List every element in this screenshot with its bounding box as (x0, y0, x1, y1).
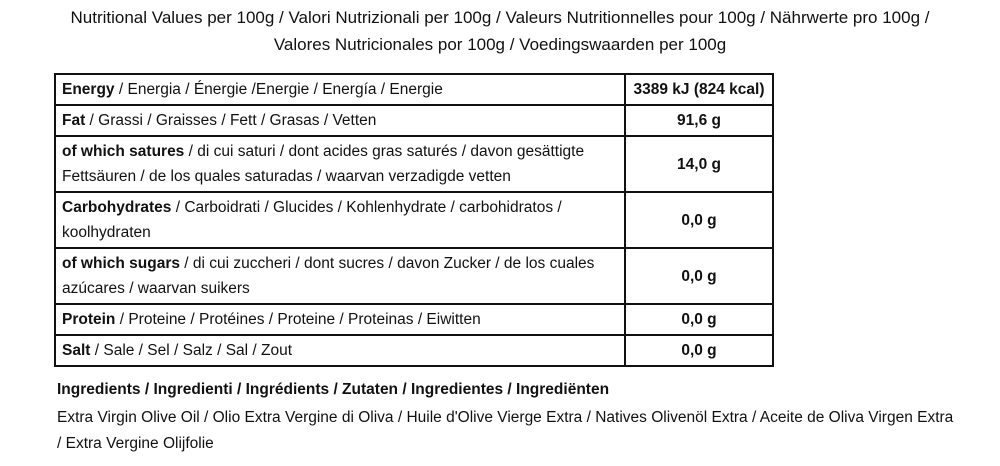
row-fat (55, 105, 773, 136)
sugars-value: 0,0 g (625, 248, 773, 304)
sugars-label (55, 248, 625, 304)
row-carbohydrates (55, 192, 773, 248)
salt-value: 0,0 g (625, 335, 773, 366)
saturates-value: 14,0 g (625, 136, 773, 192)
energy-label-rest: / Energia / Énergie /Energie / Energía / Energie (114, 81, 443, 98)
saturates-label (55, 136, 625, 192)
saturates-label-rest: / di cui saturi / dont acides gras saturés / davon gesättigte Fettsäuren / de los quales saturadas / waarvan verzadigde vetten (62, 143, 585, 185)
protein-label-bold: Protein (62, 311, 116, 328)
fat-label-bold: Fat (62, 112, 86, 129)
energy-value: 3389 kJ (824 kcal) (625, 74, 773, 105)
salt-label-rest: / Sale / Sel / Salz / Sal / Zout (90, 342, 293, 359)
salt-label-bold: Salt (62, 342, 91, 359)
protein-label-rest: / Proteine / Protéines / Proteine / Proteinas / Eiwitten (115, 311, 481, 328)
row-salt (55, 335, 773, 366)
carbohydrates-value: 0,0 g (625, 192, 773, 248)
nutrition-title (0, 4, 1000, 58)
energy-label-bold: Energy (62, 81, 115, 98)
row-energy (55, 74, 773, 105)
sugars-label-bold: of which sugars (62, 255, 180, 272)
row-saturates (55, 136, 773, 192)
fat-value: 91,6 g (625, 105, 773, 136)
carbohydrates-label (55, 192, 625, 248)
protein-label (55, 304, 625, 335)
row-sugars (55, 248, 773, 304)
energy-label (55, 74, 625, 105)
fat-label (55, 105, 625, 136)
ingredients-heading: Ingredients / Ingredienti / Ingrédients / Zutaten / Ingredientes / Ingrediënten (57, 381, 610, 398)
title-line-1: Nutritional Values per 100g / Valori Nutrizionali per 100g / Valeurs Nutritionnelles pour 100g / Nährwerte pro 100g / (70, 8, 930, 27)
ingredients-section (57, 377, 957, 457)
sugars-label-rest: / di cui zuccheri / dont sucres / davon Zucker / de los cuales azúcares / waarvan suikers (62, 255, 595, 297)
carbohydrates-label-bold: Carbohydrates (62, 199, 172, 216)
protein-value: 0,0 g (625, 304, 773, 335)
ingredients-text: Extra Virgin Olive Oil / Olio Extra Vergine di Oliva / Huile d'Olive Vierge Extra / Natives Olivenöl Extra / Aceite de Oliva Virgen Extra / Extra Vergine Olijfolie (57, 409, 954, 452)
fat-label-rest: / Grassi / Graisses / Fett / Grasas / Vetten (85, 112, 377, 129)
row-protein (55, 304, 773, 335)
nutrition-table (54, 73, 774, 367)
saturates-label-bold: of which satures (62, 143, 185, 160)
salt-label (55, 335, 625, 366)
title-line-2: Valores Nutricionales por 100g / Voedingswaarden per 100g (273, 35, 727, 54)
carbohydrates-label-rest: / Carboidrati / Glucides / Kohlenhydrate / carbohidratos / koolhydraten (62, 199, 562, 241)
